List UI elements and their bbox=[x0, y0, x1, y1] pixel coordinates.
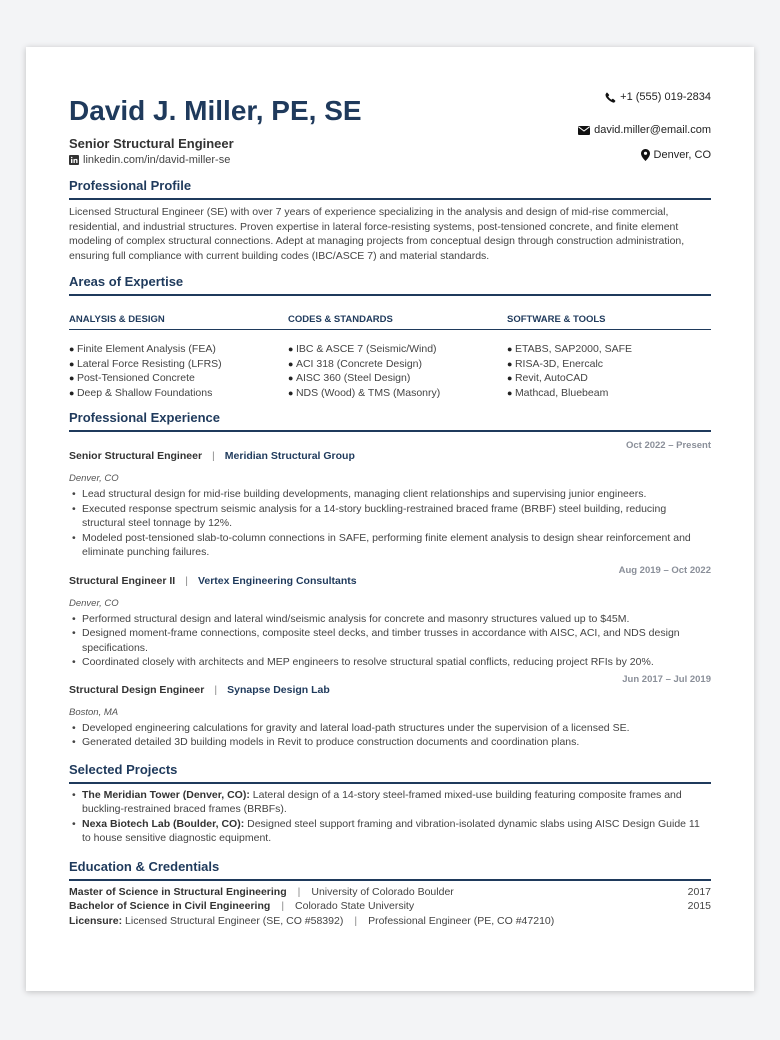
phone-icon bbox=[605, 92, 616, 103]
list-item: • Coordinated closely with architects and MEP engineers to resolve structural spatial conflicts, reducing project RFIs by 20%. bbox=[69, 655, 711, 670]
skill-column-heading: ANALYSIS & DESIGN bbox=[69, 314, 288, 330]
email-text: david.miller@email.com bbox=[594, 124, 711, 136]
candidate-name: David J. Miller, PE, SE bbox=[69, 95, 362, 126]
project-item bbox=[69, 788, 711, 817]
skill-item: ● ETABS, SAP2000, SAFE bbox=[507, 342, 711, 357]
skills-grid bbox=[69, 314, 711, 400]
licensure-item: Professional Engineer (PE, CO #47210) bbox=[368, 914, 555, 927]
list-item: • Designed moment-frame connections, composite steel decks, and timber trusses in accordance with AISC, ACI, and NDS design specifications. bbox=[69, 626, 711, 655]
section-heading: Professional Profile bbox=[69, 178, 711, 200]
resume-page bbox=[26, 47, 754, 991]
job-bullets bbox=[69, 487, 711, 560]
skill-column bbox=[69, 314, 288, 400]
education-list bbox=[69, 885, 711, 929]
project-name: The Meridian Tower (Denver, CO): bbox=[82, 788, 250, 801]
skill-item: ● Lateral Force Resisting (LFRS) bbox=[69, 357, 288, 372]
job-role: Structural Design Engineer bbox=[69, 683, 205, 696]
experience-section bbox=[69, 410, 711, 750]
degree-year: 2017 bbox=[687, 885, 711, 898]
job-header bbox=[69, 674, 711, 697]
degree-name: Master of Science in Structural Engineering bbox=[69, 885, 287, 898]
skill-item: ● Finite Element Analysis (FEA) bbox=[69, 342, 288, 357]
list-item: • Lead structural design for mid-rise building developments, managing client relationships and supervising junior engineers. bbox=[69, 487, 711, 502]
skill-item: ● Deep & Shallow Foundations bbox=[69, 386, 288, 401]
degree-name: Bachelor of Science in Civil Engineering bbox=[69, 900, 271, 912]
separator: | bbox=[214, 683, 218, 696]
licensure-item: Licensed Structural Engineer (SE, CO #58392) bbox=[125, 914, 344, 927]
degree-year: 2015 bbox=[687, 900, 711, 912]
job-role: Structural Engineer II bbox=[69, 574, 176, 587]
email-icon bbox=[578, 126, 590, 135]
project-item bbox=[69, 817, 711, 846]
section-heading: Professional Experience bbox=[69, 410, 711, 432]
education-section bbox=[69, 859, 711, 929]
degree-row bbox=[69, 899, 711, 914]
project-text: Designed steel support framing and vibration-isolated dynamic slabs using AISC Design Guide 11 to house sensitive diagnostic equipment. bbox=[82, 817, 700, 844]
job-header bbox=[69, 565, 711, 588]
degree-row bbox=[69, 885, 711, 900]
skill-column-heading: SOFTWARE & TOOLS bbox=[507, 314, 711, 330]
email-row[interactable] bbox=[578, 124, 711, 136]
section-heading: Education & Credentials bbox=[69, 859, 711, 881]
separator: | bbox=[297, 885, 301, 898]
project-text: Lateral design of a 14-story steel-framed mixed-use building featuring composite frames and buckling-restrained braced frames (BRBFs). bbox=[82, 788, 682, 815]
resume-content bbox=[69, 91, 711, 928]
job-role: Senior Structural Engineer bbox=[69, 450, 203, 462]
header bbox=[69, 91, 711, 166]
location-row bbox=[641, 149, 711, 161]
phone-row[interactable] bbox=[605, 91, 711, 103]
skill-item: ● IBC & ASCE 7 (Seismic/Wind) bbox=[288, 342, 507, 357]
separator: | bbox=[185, 574, 188, 587]
expertise-section bbox=[69, 274, 711, 400]
job-entry bbox=[69, 440, 711, 560]
skill-item: ● ACI 318 (Concrete Design) bbox=[288, 357, 507, 372]
job-location: Boston, MA bbox=[69, 706, 119, 718]
list-item: • Generated detailed 3D building models in Revit to produce construction documents and coordination plans. bbox=[69, 735, 711, 750]
list-item: • Modeled post-tensioned slab-to-column connections in SAFE, performing finite element analysis to design shear reinforcement and eliminate punching failures. bbox=[69, 531, 711, 560]
job-location: Denver, CO bbox=[69, 473, 119, 484]
skill-item: ● Post-Tensioned Concrete bbox=[69, 371, 288, 386]
job-company: Vertex Engineering Consultants bbox=[197, 574, 357, 587]
location-text: Denver, CO bbox=[653, 149, 711, 161]
job-company: Synapse Design Lab bbox=[227, 683, 330, 696]
job-dates: Oct 2022 – Present bbox=[625, 440, 711, 451]
skill-item: ● NDS (Wood) & TMS (Masonry) bbox=[288, 386, 507, 401]
job-dates: Aug 2019 – Oct 2022 bbox=[618, 564, 711, 576]
job-header bbox=[69, 440, 711, 463]
skill-item: ● Revit, AutoCAD bbox=[507, 371, 711, 386]
school-name: Colorado State University bbox=[295, 900, 415, 912]
map-pin-icon bbox=[641, 149, 650, 161]
phone-text: +1 (555) 019-2834 bbox=[620, 91, 711, 103]
job-location: Denver, CO bbox=[69, 597, 119, 609]
separator: | bbox=[281, 900, 285, 912]
list-item: • Performed structural design and lateral wind/seismic analysis for concrete and masonry structures valued up to $45M. bbox=[69, 612, 711, 627]
job-bullets bbox=[69, 612, 711, 670]
job-entry bbox=[69, 565, 711, 670]
skill-column bbox=[507, 314, 711, 400]
linkedin-text: linkedin.com/in/david-miller-se bbox=[83, 154, 231, 166]
skill-column bbox=[288, 314, 507, 400]
separator: | bbox=[354, 914, 358, 927]
list-item: • Executed response spectrum seismic analysis for a 14-story buckling-restrained braced frame (BRBF) steel building, reducing structural steel tonnage by 12%. bbox=[69, 502, 711, 531]
school-name: University of Colorado Boulder bbox=[311, 885, 454, 898]
project-list bbox=[69, 788, 711, 846]
profile-text: Licensed Structural Engineer (SE) with over 7 years of experience specializing in the analysis and design of mid-rise commercial, residential, and industrial structures. Proven expertise in lateral force-resisting systems, post-tensioned concrete, and finite element modeling of complex structural connections. Adept at managing projects from conceptual design through construction administration, ensuring full compliance with current building codes (IBC/ASCE 7) and material standards. bbox=[69, 206, 685, 262]
linkedin-link[interactable] bbox=[69, 153, 711, 167]
section-heading: Selected Projects bbox=[69, 762, 711, 784]
skill-item: ● RISA-3D, Enercalc bbox=[507, 357, 711, 372]
licensure-row bbox=[69, 914, 711, 929]
skill-item: ● AISC 360 (Steel Design) bbox=[288, 371, 507, 386]
section-heading: Areas of Expertise bbox=[69, 274, 711, 296]
list-item: • Developed engineering calculations for gravity and lateral load-path structures under the supervision of a licensed SE. bbox=[69, 721, 711, 736]
job-bullets bbox=[69, 721, 711, 750]
profile-section bbox=[69, 178, 711, 263]
job-entry bbox=[69, 674, 711, 750]
linkedin-icon bbox=[69, 155, 79, 165]
projects-section bbox=[69, 762, 711, 846]
job-company: Meridian Structural Group bbox=[224, 450, 355, 462]
project-name: Nexa Biotech Lab (Boulder, CO): bbox=[82, 817, 245, 830]
licensure-label: Licensure: bbox=[69, 914, 123, 927]
skill-item: ● Mathcad, Bluebeam bbox=[507, 386, 711, 401]
skill-column-heading: CODES & STANDARDS bbox=[288, 314, 507, 330]
job-dates: Jun 2017 – Jul 2019 bbox=[622, 673, 711, 685]
separator: | bbox=[212, 450, 215, 462]
candidate-title: Senior Structural Engineer bbox=[69, 136, 234, 151]
